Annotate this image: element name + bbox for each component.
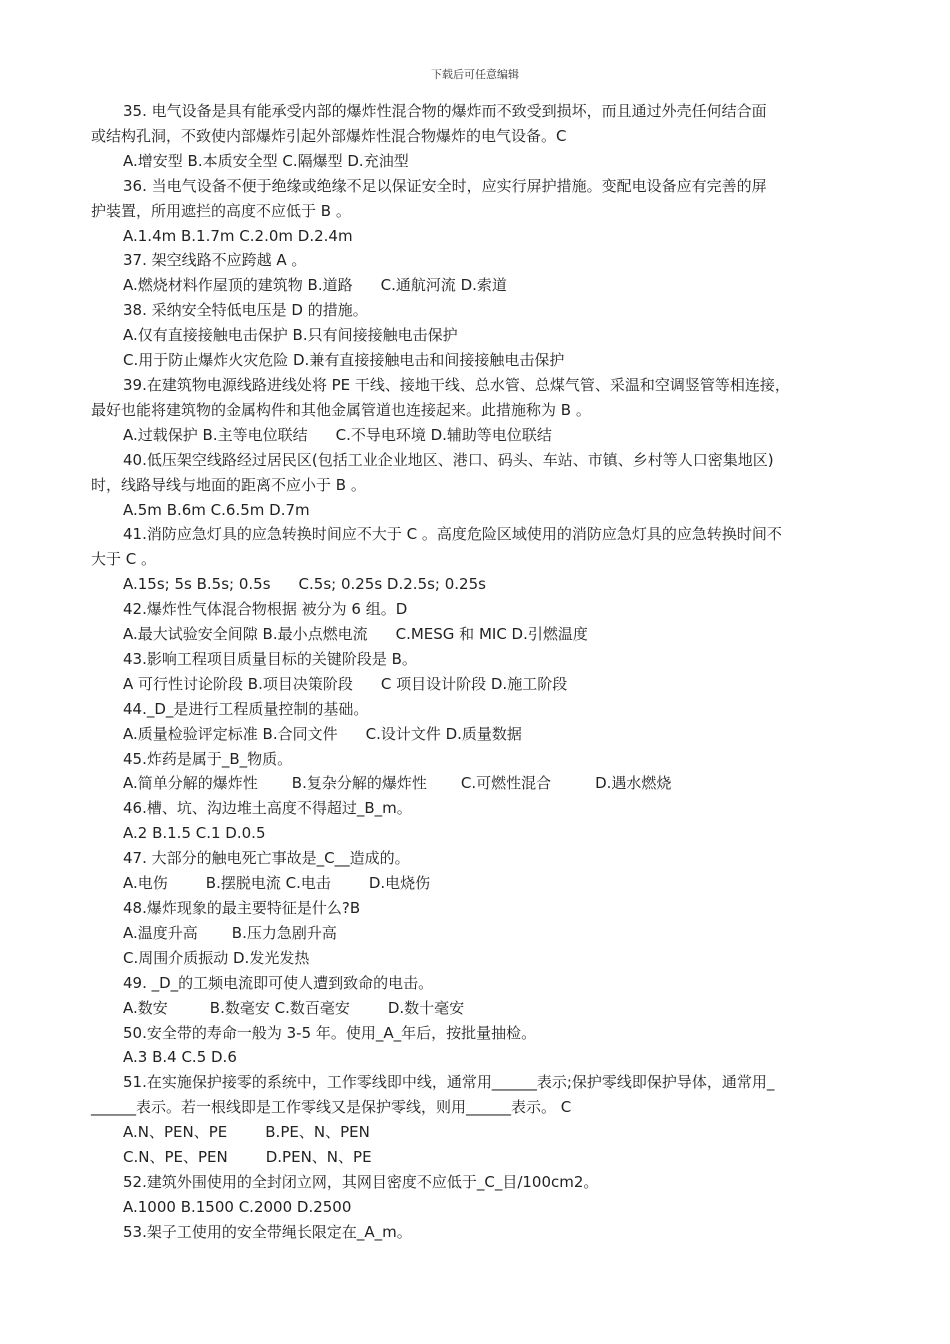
options-37 — [91, 273, 861, 298]
question-35: 35. 电气设备是具有能承受内部的爆炸性混合物的爆炸而不致受到损坏，而且通过外壳任何结合面 — [123, 102, 767, 120]
option-segment: B.PE、N、PEN — [265, 1123, 370, 1142]
options-48-cd: C.周围介质振动 D.发光发热 — [123, 948, 310, 967]
question-50: 50.安全带的寿命一般为 3-5 年。使用_A_年后，按批量抽检。 — [123, 1023, 537, 1042]
option-segment: C.可燃性混合 — [460, 774, 552, 793]
options-49 — [91, 996, 861, 1021]
question-52: 52.建筑外围使用的全封闭立网，其网目密度不应低于_C_目/100cm2。 — [123, 1172, 599, 1191]
question-39-cont: 最好也能将建筑物的金属构件和其他金属管道也连接起来。此措施称为 B 。 — [91, 400, 591, 419]
options-48-ab — [91, 921, 861, 946]
question-39: 39.在建筑物电源线路进线处将 PE 干线、接地干线、总水管、总煤气管、采温和空调竖管等相连接， — [123, 375, 790, 394]
option-segment: A.燃烧材料作屋顶的建筑物 B.道路 — [123, 276, 353, 295]
option-segment: D.数十毫安 — [387, 998, 465, 1017]
option-segment: A.15s; 5s B.5s; 0.5s — [123, 575, 271, 594]
option-segment: B.复杂分解的爆炸性 — [291, 774, 427, 793]
option-segment: A.最大试验安全间隙 B.最小点燃电流 — [123, 625, 368, 644]
option-segment: A.质量检验评定标准 B.合同文件 — [123, 724, 338, 743]
option-segment: A.N、PEN、PE — [123, 1123, 228, 1142]
options-38-cd: C.用于防止爆炸火灾危险 D.兼有直接接触电击和间接接触电击保护 — [123, 351, 565, 370]
options-35: A.增安型 B.本质安全型 C.隔爆型 D.充油型 — [123, 151, 409, 170]
option-segment: C.不导电环境 D.辅助等电位联结 — [335, 425, 552, 444]
question-45: 45.炸药是属于_B_物质。 — [123, 749, 293, 768]
question-36: 36. 当电气设备不便于绝缘或绝缘不足以保证安全时，应实行屏护措施。变配电设备应有完善的屏 — [123, 176, 767, 195]
question-41: 41.消防应急灯具的应急转换时间应不大于 C 。高度危险区域使用的消防应急灯具的应急转换时间不 — [123, 525, 782, 544]
option-segment: C.N、PE、PEN — [123, 1148, 228, 1167]
option-segment: B.压力急剧升高 — [231, 923, 337, 942]
options-50: A.3 B.4 C.5 D.6 — [123, 1048, 237, 1067]
option-segment: D.电烧伤 — [368, 874, 431, 893]
question-40-cont: 时，线路导线与地面的距离不应小于 B 。 — [91, 475, 366, 494]
options-43 — [91, 672, 861, 697]
options-44 — [91, 722, 861, 747]
options-46: A.2 B.1.5 C.1 D.0.5 — [123, 824, 266, 843]
question-35-cont: 或结构孔洞，不致使内部爆炸引起外部爆炸性混合物爆炸的电气设备。C — [91, 126, 567, 145]
options-51-cd — [91, 1145, 861, 1170]
page-header: 下载后可任意编辑 — [431, 68, 519, 81]
options-47 — [91, 871, 861, 896]
option-segment: D.PEN、N、PE — [265, 1148, 372, 1167]
options-36: A.1.4m B.1.7m C.2.0m D.2.4m — [123, 226, 353, 245]
question-49: 49. _D_的工频电流即可使人遭到致命的电击。 — [123, 973, 434, 992]
options-40: A.5m B.6m C.6.5m D.7m — [123, 500, 310, 519]
question-44: 44._D_是进行工程质量控制的基础。 — [123, 699, 369, 718]
options-39 — [91, 423, 861, 448]
option-segment: A.电伤 — [123, 874, 168, 893]
options-52: A.1000 B.1500 C.2000 D.2500 — [123, 1197, 352, 1216]
option-segment: B.数毫安 C.数百毫安 — [209, 998, 350, 1017]
option-segment: C.通航河流 D.索道 — [380, 276, 507, 295]
question-40: 40.低压架空线路经过居民区(包括工业企业地区、港口、码头、车站、市镇、乡村等人口密集地区) — [123, 450, 774, 469]
question-53: 53.架子工使用的安全带绳长限定在_A_m。 — [123, 1222, 412, 1241]
question-42: 42.爆炸性气体混合物根据 被分为 6 组。D — [123, 600, 408, 619]
options-42 — [91, 622, 861, 647]
question-48: 48.爆炸现象的最主要特征是什么?B — [123, 899, 361, 917]
question-41-cont: 大于 C 。 — [91, 550, 157, 569]
question-51-cont: ______表示。若一根线即是工作零线又是保护零线，则用______表示。 C — [91, 1098, 572, 1117]
question-47: 47. 大部分的触电死亡事故是_C__造成的。 — [123, 849, 410, 868]
option-segment: B.摆脱电流 C.电击 — [205, 874, 331, 893]
options-45 — [91, 771, 861, 796]
option-segment: A.温度升高 — [123, 923, 198, 942]
document-body — [91, 99, 861, 1245]
options-41 — [91, 572, 861, 597]
option-segment: A.过载保护 B.主等电位联结 — [123, 425, 308, 444]
question-37: 37. 架空线路不应跨越 A 。 — [123, 251, 307, 270]
option-segment: C.5s; 0.25s D.2.5s; 0.25s — [298, 575, 486, 594]
question-43: 43.影响工程项目质量目标的关键阶段是 B。 — [123, 649, 417, 668]
option-segment: A.数安 — [123, 998, 168, 1017]
option-segment: A.简单分解的爆炸性 — [123, 774, 258, 793]
option-segment: D.遇水燃烧 — [595, 774, 672, 793]
option-segment: C.设计文件 D.质量数据 — [365, 724, 522, 743]
options-51-ab — [91, 1120, 861, 1145]
option-segment: C.MESG 和 MIC D.引燃温度 — [395, 625, 588, 644]
option-segment: A 可行性讨论阶段 B.项目决策阶段 — [123, 674, 353, 693]
question-51: 51.在实施保护接零的系统中，工作零线即中线，通常用______表示;保护零线即保护导体，通常用_ — [123, 1073, 775, 1092]
question-46: 46.槽、坑、沟边堆土高度不得超过_B_m。 — [123, 799, 412, 818]
question-38: 38. 采纳安全特低电压是 D 的措施。 — [123, 301, 368, 320]
options-38-ab: A.仅有直接接触电击保护 B.只有间接接触电击保护 — [123, 326, 458, 345]
question-36-cont: 护装置，所用遮拦的高度不应低于 B 。 — [91, 201, 351, 220]
option-segment: C 项目设计阶段 D.施工阶段 — [380, 674, 568, 693]
